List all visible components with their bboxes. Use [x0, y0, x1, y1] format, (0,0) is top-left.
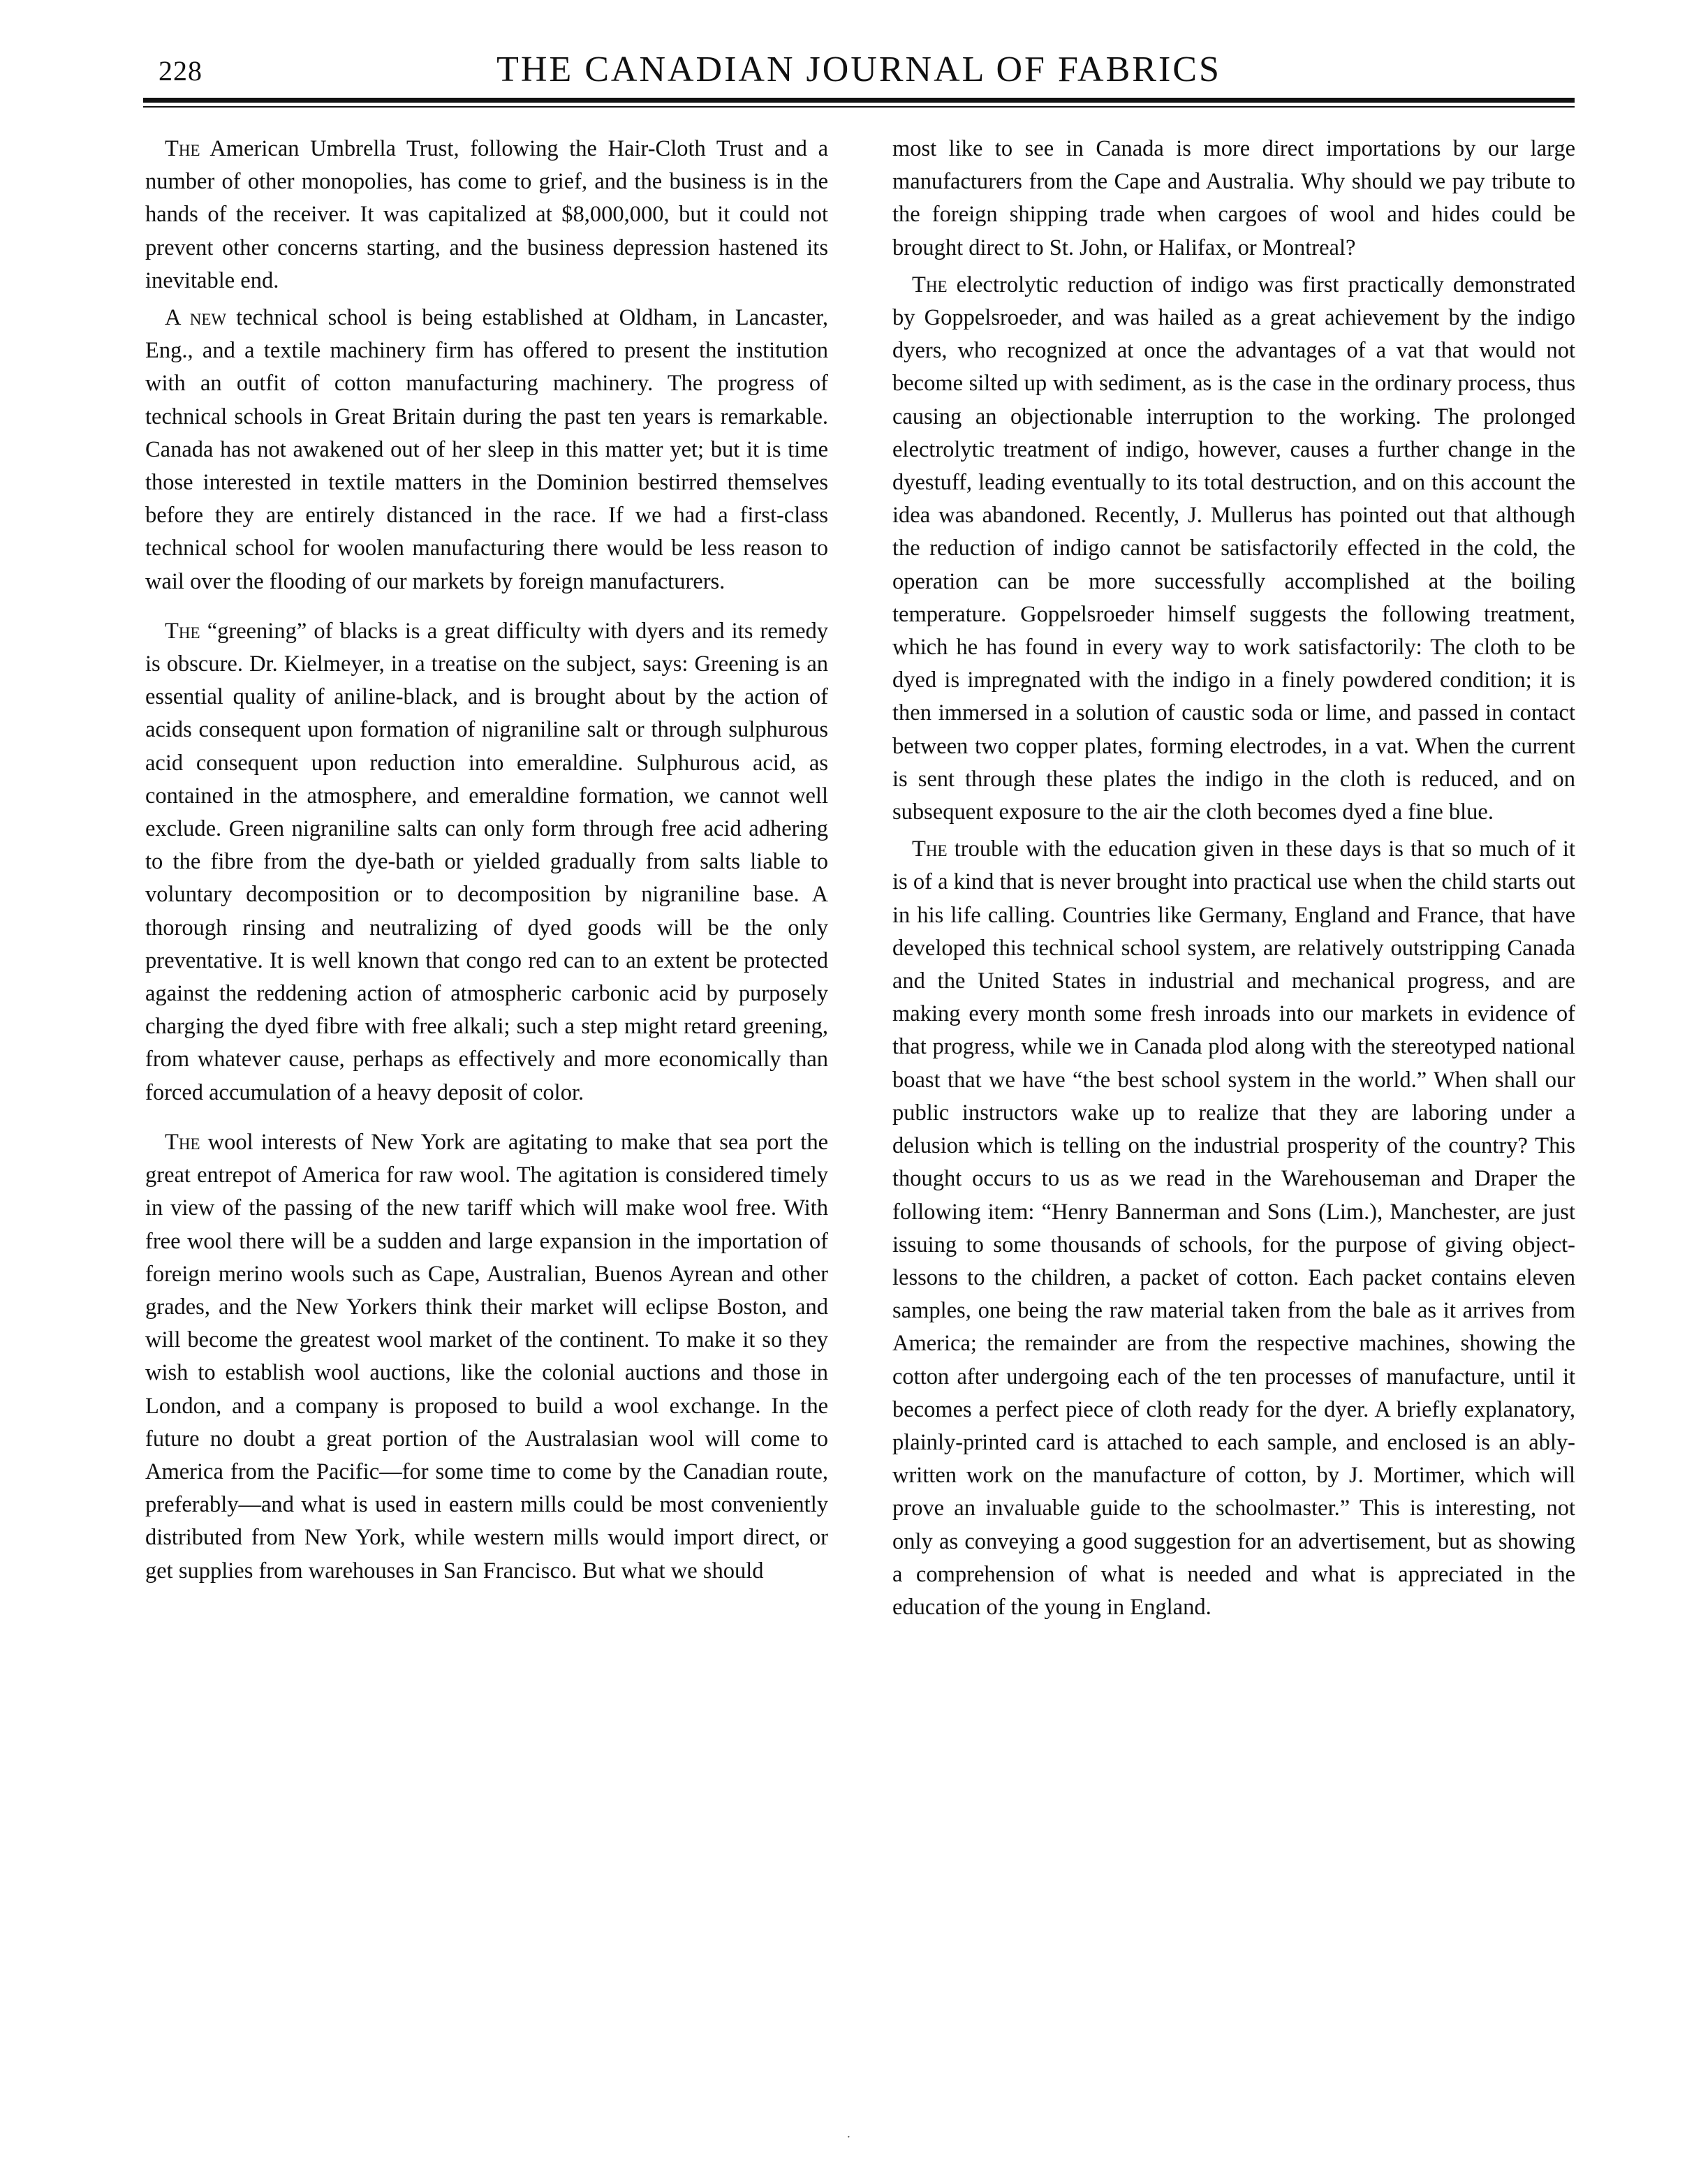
paragraph-text: most like to see in Canada is more direct importations by our large manufacturers from the Cape and Australia. Why should we pay tribute to the foreign shipping trade when cargoes of wool and hides could be brought direct to St. John, or Halifax, or Montreal?	[892, 136, 1575, 260]
paragraph-lead: The	[165, 1129, 200, 1155]
paragraph-text: trouble with the education given in these days is that so much of it is of a kind that is never brought into practical use when the child starts out in his life calling. Countries like Germany, England and France, that have developed this technical school system, are relatively outstripping Canada and the United States in industrial and mechanical progress, and are making every month some fresh inroads into our markets in evidence of that progress, while we in Canada plod along with the stereotyped national boast that we have “the best school system in the world.” When shall our public instructors wake up to realize that they are laboring under a delusion which is telling on the industrial prosperity of the country? This thought occurs to us as we read in the Warehouseman and Draper the following item: “Henry Bannerman and Sons (Lim.), Manchester, are just issuing to some thousands of schools, for the purpose of giving object-lessons to the children, a packet of cotton. Each packet contains eleven samples, one being the raw material taken from the bale as it arrives from America; the remainder are from the respective machines, showing the cotton after undergoing each of the ten processes of manufacture, until it becomes a perfect piece of cloth ready for the dyer. A briefly explanatory, plainly-printed card is attached to each sample, and enclosed is an ably-written work on the manufacture of cotton, by J. Mortimer, which will prove an invaluable guide to the schoolmaster.” This is interesting, not only as conveying a good suggestion for an advertisement, but as showing a comprehension of what is needed and what is appreciated in the education of the young in England.	[892, 836, 1575, 1620]
paragraph-text: “greening” of blacks is a great difficulty with dyers and its remedy is obscure. Dr. Kielmeyer, in a treatise on the subject, says: Greening is an essential quality of aniline-black, and is brought about by the action of acids consequent upon formation of nigraniline salt or through sulphurous acid consequent upon reduction into emeraldine. Sulphurous acid, as contained in the atmosphere, and emeraldine formation, we cannot well exclude. Green nigraniline salts can only form through free acid adhering to the fibre from the dye-bath or yielded gradually from salts liable to voluntary decomposition or to decomposition by nigraniline base. A thorough rinsing and neutralizing of dyed goods will be the only preventative. It is well known that congo red can to an extent be protected against the reddening action of atmospheric carbonic acid by purposely charging the dyed fibre with free alkali; such a step might retard greening, from whatever cause, perhaps as effectively and more economically than forced accumulation of a heavy deposit of color.	[145, 618, 828, 1105]
paragraph-lead: The	[912, 272, 948, 297]
paragraph-lead: A new	[165, 305, 227, 331]
paragraph-text: wool interests of New York are agitating to make that sea port the great entrepot of America for raw wool. The agitation is considered timely in view of the passing of the new tariff which will make wool free. With free wool there will be a sudden and large expansion in the importation of foreign merino wools such as Cape, Australian, Buenos Ayrean and other grades, and the New Yorkers think their market will eclipse Boston, and will become the greatest wool market of the continent. To make it so they wish to establish wool auctions, like the colonial auctions and those in London, and a company is proposed to build a wool exchange. In the future no doubt a great portion of the Australasian wool will come to America from the Pacific—for some time to come by the Canadian route, preferably—and what is used in eastern mills could be most conveniently distributed from New York, while western mills would import direct, or get supplies from warehouses in San Francisco. But what we should	[145, 1129, 828, 1584]
page-header	[143, 43, 1575, 99]
paragraph-umbrella-trust	[145, 133, 828, 297]
header-rule-thick	[143, 98, 1575, 103]
paragraph-lead: The	[165, 136, 200, 161]
header-rule-thin	[143, 106, 1575, 108]
paragraph-electrolytic-indigo	[892, 269, 1575, 829]
paragraph-wool-continued	[892, 133, 1575, 265]
right-column	[892, 133, 1575, 1628]
paragraph-text: electrolytic reduction of indigo was first practically demonstrated by Goppelsroeder, and was hailed as a great achievement by the indigo dyers, who recognized at once the advantages of a vat that would not become silted up with sediment, as is the case in the ordinary process, thus causing an objectionable interruption to the working. The prolonged electrolytic treatment of indigo, however, causes a further change in the dyestuff, leading eventually to its total destruction, and on this account the idea was abandoned. Recently, J. Mullerus has pointed out that although the reduction of indigo cannot be satisfactorily effected in the cold, the operation can be more successfully accomplished at the boiling temperature. Goppelsroeder himself suggests the following treatment, which he has found in every way to work satisfactorily: The cloth to be dyed is impregnated with the indigo in a finely powdered condition; it is then immersed in a solution of caustic soda or lime, and passed in contact between two copper plates, forming electrodes, in a vat. When the current is sent through these plates the indigo in the cloth is reduced, and on subsequent exposure to the air the cloth becomes dyed a fine blue.	[892, 272, 1575, 825]
paragraph-lead: The	[912, 836, 948, 862]
paragraph-text: technical school is being established at Oldham, in Lancaster, Eng., and a textile machinery firm has offered to present the institution with an outfit of cotton manufacturing machinery. The progress of technical schools in Great Britain during the past ten years is remarkable. Canada has not awakened out of her sleep in this matter yet; but it is time those interested in textile matters in the Dominion bestirred themselves before they are entirely distanced in the race. If we had a first-class technical school for woolen manufacturing there would be less reason to wail over the flooding of our markets by foreign manufacturers.	[145, 305, 829, 594]
paragraph-education	[892, 833, 1575, 1624]
footer-dot: ·	[846, 2130, 851, 2145]
page-number: 228	[159, 55, 202, 87]
left-column	[145, 133, 828, 1592]
paragraph-text: American Umbrella Trust, following the Hair-Cloth Trust and a number of other monopolies, has come to grief, and the business is in the hands of the receiver. It was capitalized at $8,000,000, but it could not prevent other concerns starting, and the business depression hastened its inevitable end.	[145, 136, 828, 293]
paragraph-lead: The	[165, 618, 200, 644]
journal-title: THE CANADIAN JOURNAL OF FABRICS	[496, 50, 1221, 89]
paragraph-technical-school	[145, 302, 828, 598]
paragraph-greening	[145, 615, 828, 1109]
paragraph-wool-interests	[145, 1126, 828, 1588]
